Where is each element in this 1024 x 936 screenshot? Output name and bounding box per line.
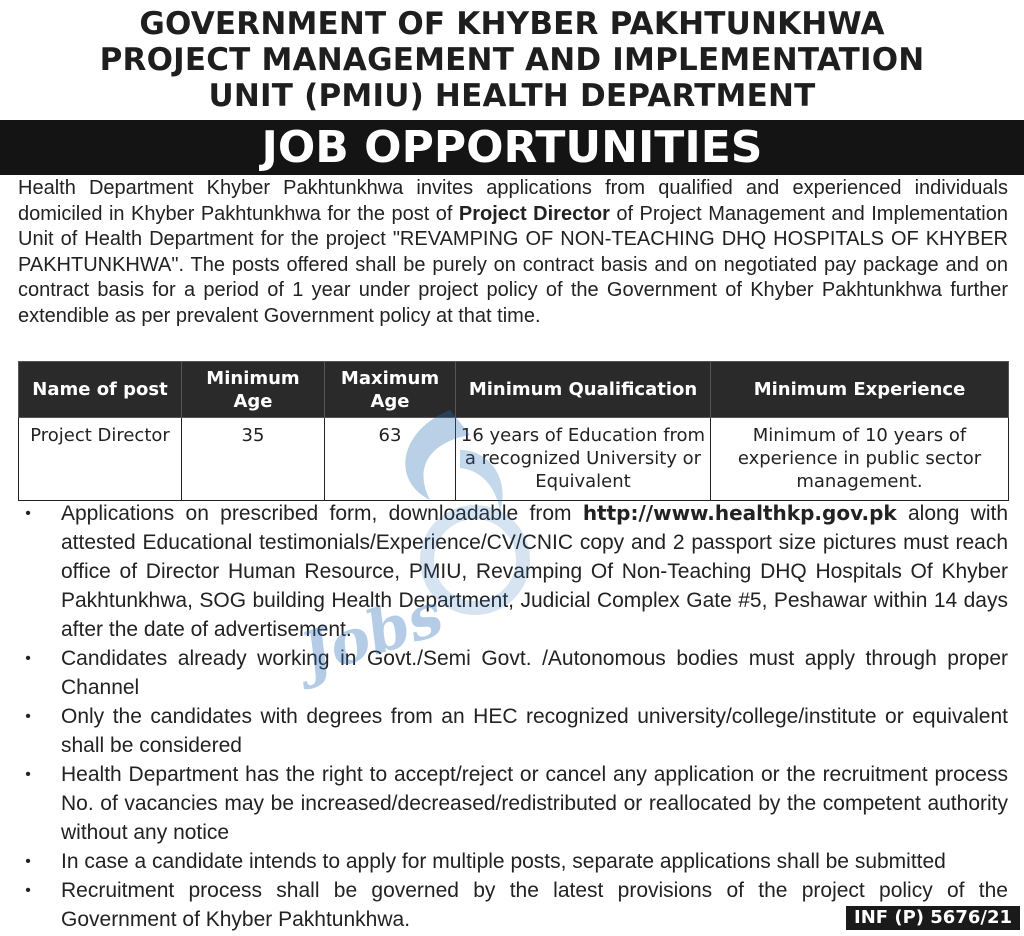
bullet-icon: •	[25, 853, 31, 870]
bullet-1-text-a: Applications on prescribed form, downloadable from	[61, 502, 583, 525]
bullet-2-text: Candidates already working in Govt./Semi Govt. /Autonomous bodies must apply through proper Channel	[61, 647, 1008, 699]
job-opportunities-banner: JOB OPPORTUNITIES	[0, 120, 1024, 175]
bullet-icon: •	[25, 766, 31, 783]
col-header-minimum-qualification: Minimum Qualification	[456, 362, 711, 418]
posts-table	[18, 361, 1009, 501]
list-item	[18, 847, 1008, 876]
bullet-icon: •	[25, 505, 31, 522]
cell-qualification: 16 years of Education from a recognized University or Equivalent	[456, 418, 711, 501]
intro-text-1: Health Department Khyber Pakhtunkhwa invites applications from qualified and experienced individuals domiciled in Khyber Pakhtunkhwa for the post of	[18, 177, 1008, 225]
cell-post-name: Project Director	[19, 418, 182, 501]
list-item	[18, 702, 1008, 760]
header-line-2: PROJECT MANAGEMENT AND IMPLEMENTATION	[99, 42, 925, 78]
header-line-3: UNIT (PMIU) HEALTH DEPARTMENT	[208, 78, 816, 114]
col-header-name-of-post: Name of post	[19, 362, 182, 418]
bullet-1-text-b: along with attested Educational testimonials/Experience/CV/CNIC copy and 2 passport size pictures must reach office of Director Human Resource, PMIU, Revamping Of Non-Teaching DHQ Hospitals Of Khyber Pakhtunkhwa, SOG building Health Department, Judicial Complex Gate #5, Peshawar within 14 days after the date of advertisement.	[61, 502, 1009, 641]
table-header-row	[19, 362, 1009, 418]
list-item	[18, 760, 1008, 847]
cell-max-age: 63	[325, 418, 456, 501]
bullet-3-text: Only the candidates with degrees from an HEC recognized university/college/institute or equivalent shall be considered	[61, 705, 1008, 757]
cell-min-age: 35	[182, 418, 325, 501]
bullet-icon: •	[25, 882, 31, 899]
table-row	[19, 418, 1009, 501]
intro-paragraph	[18, 176, 1008, 330]
list-item	[18, 644, 1008, 702]
bullet-5-text: In case a candidate intends to apply for multiple posts, separate applications shall be submitted	[61, 850, 946, 873]
reference-number: INF (P) 5676/21	[846, 906, 1020, 930]
bullet-icon: •	[25, 708, 31, 725]
website-link[interactable]: http://www.healthkp.gov.pk	[582, 501, 897, 525]
conditions-list	[18, 499, 1008, 934]
notice-header	[0, 0, 1024, 120]
bullet-icon: •	[25, 650, 31, 667]
col-header-minimum-age: Minimum Age	[182, 362, 325, 418]
col-header-minimum-experience: Minimum Experience	[711, 362, 1009, 418]
bullet-6-text: Recruitment process shall be governed by the latest provisions of the project policy of the Government of Khyber Pakhtunkhwa.	[61, 879, 1008, 931]
list-item	[18, 499, 1008, 644]
cell-experience: Minimum of 10 years of experience in public sector management.	[711, 418, 1009, 501]
bullet-4-text: Health Department has the right to accept/reject or cancel any application or the recruitment process No. of vacancies may be increased/decreased/redistributed or reallocated by the competent authority without any notice	[61, 763, 1008, 844]
intro-text-2: of Project Management and Implementation Unit of Health Department for the project "REVAMPING OF NON-TEACHING DHQ HOSPITALS OF KHYBER PAKHTUNKHWA". The posts offered shall be purely on contract basis and on negotiated pay package and on contract basis for a period of 1 year under project policy of the Government of Khyber Pakhtunkhwa further extendible as per prevalent Government policy at that time.	[18, 202, 1008, 327]
col-header-maximum-age: Maximum Age	[325, 362, 456, 418]
intro-post-title: Project Director	[458, 202, 610, 225]
watermark-text: Jobs	[292, 579, 452, 691]
header-line-1: GOVERNMENT OF KHYBER PAKHTUNKHWA	[139, 6, 885, 42]
